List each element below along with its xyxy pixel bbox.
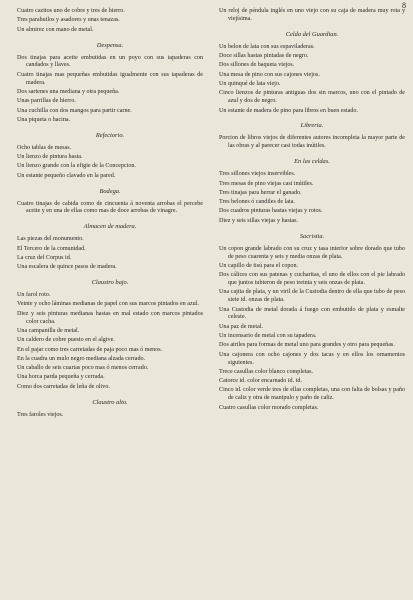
page-number: 8 <box>402 1 406 10</box>
inventory-line: Veinte y ocho láminas medianas de papel con sus marcos pintados en azul. <box>17 301 199 308</box>
inventory-line: Dos cuadros pinturas hastas viejas y rotos. <box>219 208 323 215</box>
inventory-line: Un lienzo de pintura hasta. <box>17 154 83 160</box>
section-heading: Claustro alto. <box>17 399 203 407</box>
inventory-line: En la cuadra un mulo negro mediana alzada cerrado. <box>17 355 146 362</box>
section-heading: Almacen de madera. <box>17 223 203 231</box>
section-heading: Celda del Guardian. <box>219 31 405 39</box>
inventory-line: Unas parrillas de hierro. <box>17 98 76 105</box>
inventory-section <box>17 399 203 420</box>
inventory-section <box>219 233 405 413</box>
inventory-line: Tres sillones viejos inservibles. <box>219 171 296 178</box>
inventory-line: La cruz del Corpus id. <box>17 254 72 261</box>
inventory-line: Dos tinajas para aceite embutidas en un poyo con sus tapaderas con candados y llaves. <box>17 54 203 69</box>
inventory-line: Una piqueta o hacina. <box>17 116 71 123</box>
inventory-line: Una Custodia de metal dorada á fuego con embutido de plata y esmalte celeste. <box>219 306 405 321</box>
inventory-line: Un almirez con mano de metal. <box>17 26 94 33</box>
inventory-line: Tres mesas de pino viejas casi inútiles. <box>219 180 314 187</box>
inventory-line: Dos sillones de baqueta viejos. <box>219 62 295 69</box>
inventory-section <box>219 31 405 116</box>
inventory-line: Cinco id. color verde tres de ellas completas, una con falta de bolsas y paño de caliz y otra de manipulo y paño de caliz. <box>219 387 405 402</box>
inventory-line: Dos sartenes una mediana y otra pequeña. <box>17 88 120 95</box>
section-heading: Sacristia. <box>219 233 405 241</box>
inventory-line: El Tercero de la comunidad. <box>17 245 86 252</box>
inventory-section <box>219 158 405 225</box>
inventory-line: Trece casullas color blanco completas. <box>219 368 314 375</box>
right-column <box>219 8 405 414</box>
inventory-section <box>17 132 203 181</box>
inventory-line: Una paz de metal. <box>219 323 263 330</box>
inventory-line: Un quinqué de lata viejo. <box>219 81 281 87</box>
inventory-line: Cinco lienzos de pinturas antiguas dos sin marcos, uno con el pintado de azul y dos de negro. <box>219 90 405 105</box>
inventory-line: Ocho tablas de mesas. <box>17 144 72 151</box>
inventory-line: Una horca parda pequeña y cerrada. <box>17 374 105 381</box>
inventory-line: Tres tinajas para herrar el ganado. <box>219 189 302 196</box>
inventory-line: Cuatro tinajas mas pequeñas embutidas igualmente con sus tapaderas de madera. <box>17 71 203 86</box>
inventory-line: Un caldero de cobre puesto en el algive. <box>17 337 115 344</box>
inventory-line: Catorce id. color encarnado id. id. <box>219 378 302 385</box>
inventory-line: Como dos carretadas de leña de olivo. <box>17 383 110 390</box>
inventory-line: Tres belones ó candiles de lata. <box>219 199 295 206</box>
inventory-section <box>17 279 203 391</box>
left-column <box>17 8 203 421</box>
section-heading: Claustro bajo. <box>17 279 203 287</box>
inventory-line: Dos atriles para formas de metal uno para grandes y otro para pequeñas. <box>219 342 395 349</box>
inventory-line: Un caballo de seis cuartas poco mas ó menos cerrado. <box>17 365 149 372</box>
inventory-line: Una cajonera con ocho cajones y dos tacas y en ellos los ornamentos siguientes. <box>219 351 405 366</box>
left-top-lines <box>17 8 203 35</box>
inventory-section <box>17 223 203 272</box>
inventory-line: Las piezas del monumento. <box>17 236 84 243</box>
inventory-section <box>17 42 203 125</box>
inventory-line: Un estante pequeño clavado en la pared. <box>17 172 116 179</box>
inventory-line: Una cajita de plata, y un viril de la Custodia dentro de ella que tubo de peso siete id. onzas de plata. <box>219 289 405 304</box>
inventory-line: Una escalera de quince pasos de madera. <box>17 264 117 271</box>
inventory-line: En el pajar como tres carretadas de paja poco mas ó menos. <box>17 346 163 353</box>
inventory-line: Porcion de libros viejos de diferentes autores incompleta la mayor parte de las obras y al parecer casi todas inútiles. <box>219 135 405 150</box>
inventory-line: Un belon de lata con sus espaviladeras. <box>219 43 315 50</box>
inventory-line: Una mesa de pino con sus cajones viejos. <box>219 71 320 78</box>
inventory-line: Cuatro casullas color morado completas. <box>219 404 319 411</box>
right-top-lines <box>219 8 405 24</box>
right-sections <box>219 31 405 413</box>
inventory-section <box>17 188 203 217</box>
section-heading: Despensa. <box>17 42 203 50</box>
inventory-line: Un capillo de tisú para el copon. <box>219 262 299 269</box>
section-heading: En las celdas. <box>219 158 405 166</box>
left-sections <box>17 42 203 420</box>
inventory-line: Dos cálices con sus patenas y cucharitas, el uno de ellos con el pie labrado que juntos tubieron de peso treinta y seis onzas de plata. <box>219 272 405 287</box>
section-heading: Refectorio. <box>17 132 203 140</box>
inventory-line: Diez y seis pinturas medianas hastas en mal estado con marcos pintados color cacha. <box>17 310 203 325</box>
inventory-line: Un reloj de péndula inglés en uno viejo con su caja de madera muy rota y viejísima. <box>219 8 405 22</box>
section-heading: Bodega. <box>17 188 203 196</box>
inventory-line: Un lienzo grande con la efigie de la Concepcion. <box>17 163 136 170</box>
inventory-line: Tres faroles viejos. <box>17 411 64 418</box>
section-heading: Libreria. <box>219 122 405 130</box>
inventory-section <box>219 122 405 151</box>
inventory-line: Un copon grande labrado con su cruz y tasa interior sobre dorado que tubo de peso cuarenta y seis y media onzas de plata. <box>219 245 405 260</box>
inventory-line: Un estante de madera de pino para libros en buen estado. <box>219 107 358 114</box>
inventory-line: Un farol roto. <box>17 292 51 299</box>
inventory-line: Tres parahuilos y asadores y unas tenazas. <box>17 17 120 24</box>
inventory-line: Un incensario de metal con su tapadera. <box>219 333 317 340</box>
inventory-line: Diez y seis sillas viejas y hastas. <box>219 217 299 224</box>
inventory-line: Cuatro cazitos uno de cobre y tres de hierro. <box>17 8 125 14</box>
inventory-line: Una campanilla de metal. <box>17 327 80 334</box>
inventory-line: Cuatro tinajas de cabida como de cincuenta á noventa arrobas el percebe aceite y en una de ellas como mas de doce arrobas de vinagre. <box>17 200 203 215</box>
inventory-line: Doce sillas hastas pintadas de negro. <box>219 53 309 60</box>
inventory-line: Una cuchilla con dos mangos para partir carne. <box>17 107 132 114</box>
